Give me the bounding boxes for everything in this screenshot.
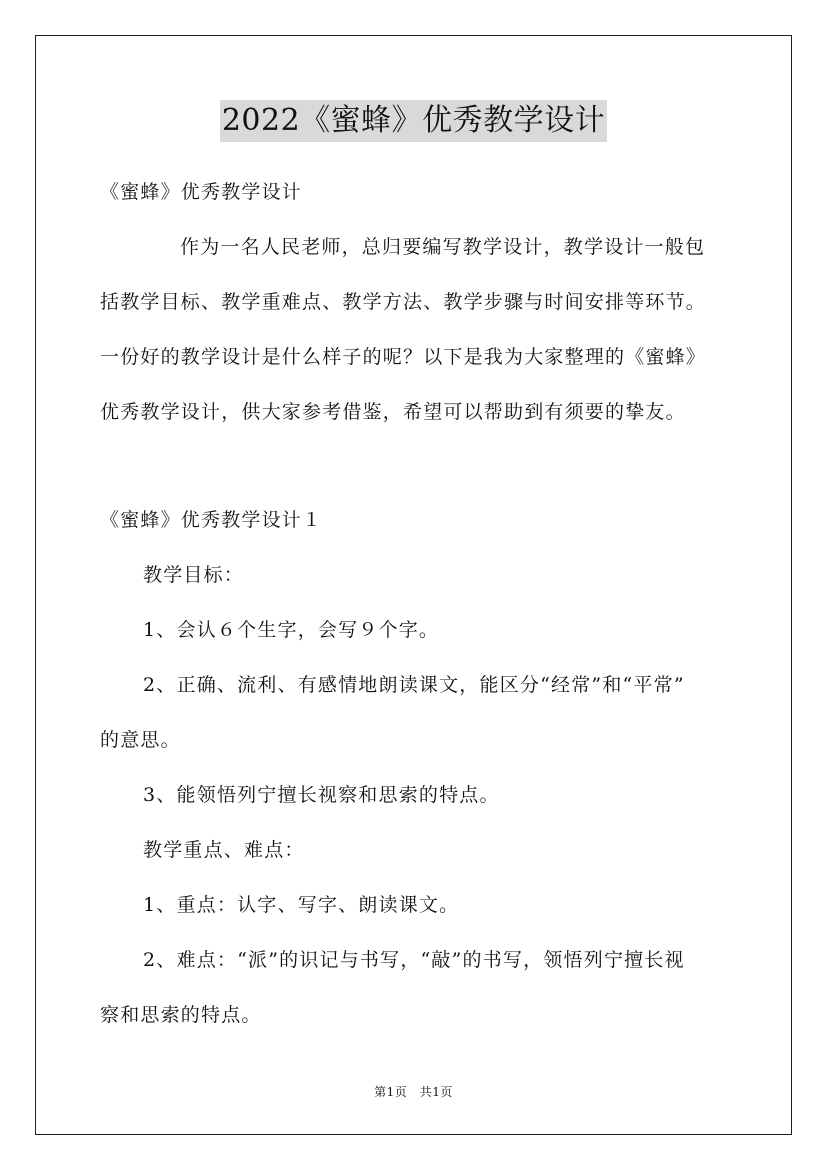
- paragraph-line: 1、会认６个生字，会写９个字。: [143, 619, 440, 641]
- paragraph-line: 优秀教学设计，供大家参考借鉴，希望可以帮助到有须要的挚友。: [100, 401, 686, 423]
- paragraph-line: 2、正确、流利、有感情地朗读课文，能区分“经常”和“平常”: [143, 674, 685, 696]
- paragraph-line: 3、能领悟列宁擅长视察和思索的特点。: [143, 784, 500, 806]
- paragraph-line: 括教学目标、教学重难点、教学方法、教学步骤与时间安排等环节。: [100, 291, 707, 313]
- paragraph-line: 察和思索的特点。: [100, 1004, 262, 1026]
- paragraph-line: 2、难点：“派”的识记与书写，“敲”的书写，领悟列宁擅长视: [143, 949, 685, 971]
- paragraph-line: 作为一名人民老师，总归要编写教学设计，教学设计一般包: [180, 236, 706, 258]
- paragraph-line: 1、重点：认字、写字、朗读课文。: [143, 894, 460, 916]
- paragraph-line: 教学目标：: [143, 564, 245, 586]
- paragraph-line: 教学重点、难点：: [143, 839, 305, 861]
- section-heading-1: 《蜜蜂》优秀教学设计１: [100, 509, 323, 531]
- title-container: [0, 100, 827, 142]
- section-heading-intro: 《蜜蜂》优秀教学设计: [100, 181, 303, 203]
- paragraph-line: 一份好的教学设计是什么样子的呢？以下是我为大家整理的《蜜蜂》: [100, 346, 707, 368]
- paragraph-line: 的意思。: [100, 729, 181, 751]
- document-title: 2022《蜜蜂》优秀教学设计: [220, 100, 607, 142]
- page-footer: 第1页 共1页: [374, 1085, 453, 1099]
